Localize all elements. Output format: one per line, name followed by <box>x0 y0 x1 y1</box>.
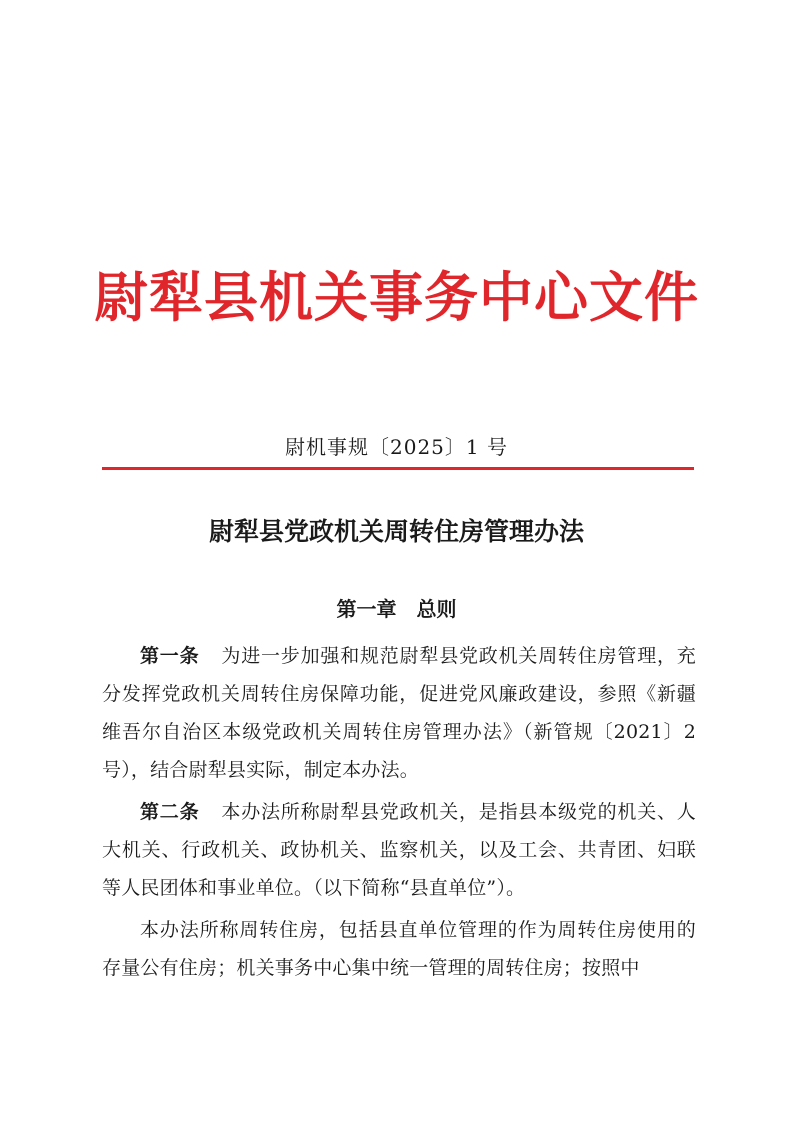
chapter-title: 第一章 总则 <box>336 597 457 621</box>
document-header-title: 尉犁县机关事务中心文件 <box>94 265 699 329</box>
document-title: 尉犁县党政机关周转住房管理办法 <box>208 517 584 546</box>
article-paragraph <box>102 793 696 907</box>
document-body <box>102 637 696 991</box>
red-divider-line <box>102 467 694 470</box>
article-paragraph <box>102 637 696 789</box>
article-label: 第一条 <box>140 645 200 667</box>
article-text: 本办法所称周转住房，包括县直单位管理的作为周转住房使用的存量公有住房；机关事务中心集中统一管理的周转住房；按照中 <box>102 919 696 979</box>
article-text: 为进一步加强和规范尉犁县党政机关周转住房管理，充分发挥党政机关周转住房保障功能，促进党风廉政建设，参照《新疆维吾尔自治区本级党政机关周转住房管理办法》（新管规〔2021〕2 号），结合尉犁县实际，制定本办法。 <box>102 645 696 781</box>
article-paragraph <box>102 911 696 987</box>
article-text: 本办法所称尉犁县党政机关，是指县本级党的机关、人大机关、行政机关、政协机关、监察机关，以及工会、共青团、妇联等人民团体和事业单位。（以下简称“县直单位”）。 <box>102 801 696 899</box>
article-label: 第二条 <box>140 801 200 823</box>
document-number: 尉机事规〔2025〕1 号 <box>285 435 508 459</box>
